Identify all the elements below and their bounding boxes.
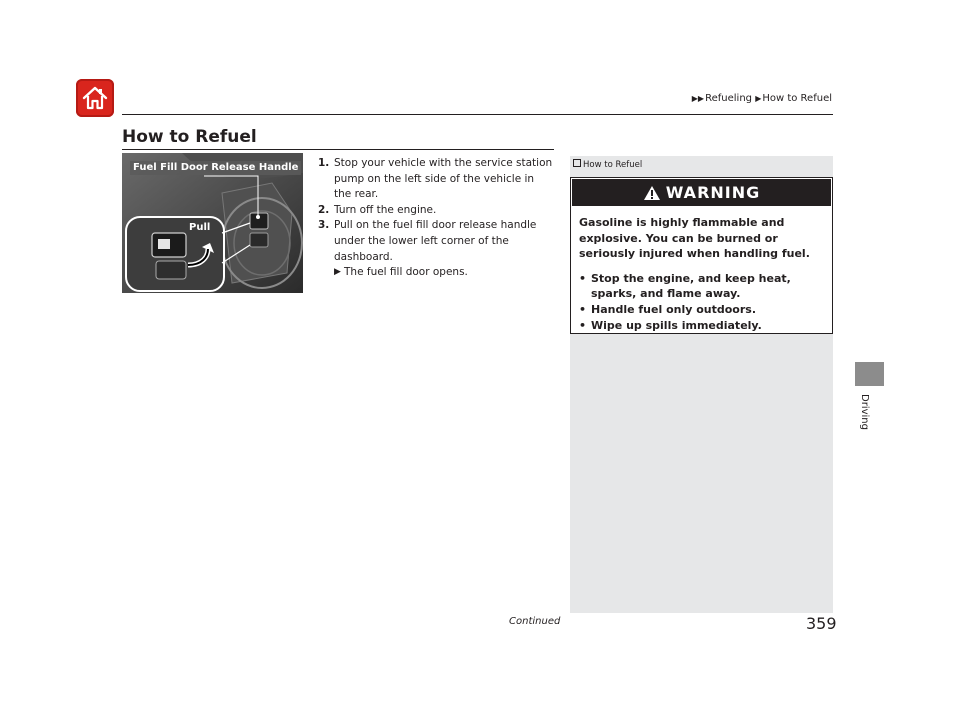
figure-callout-label: Fuel Fill Door Release Handle [130,161,301,175]
warning-header [572,179,831,206]
home-button[interactable] [76,79,114,117]
chapter-tab-label: Driving [859,394,870,430]
reference-box-icon [573,159,581,167]
chapter-tab[interactable] [855,362,884,386]
warning-box [570,177,833,334]
continued-label: Continued [509,616,561,627]
fuel-door-release-illustration [122,153,303,293]
warning-bullet: • Wipe up spills immediately. [579,318,824,334]
breadcrumb-item-how-to-refuel[interactable]: How to Refuel [762,93,832,104]
step-number: 3. [318,219,330,232]
warning-body [571,207,832,333]
step-item [318,218,554,265]
step-number: 1. [318,157,330,169]
sidebar-notes [570,156,833,613]
home-icon [81,84,109,112]
figure-pull-label: Pull [189,222,211,233]
breadcrumb [692,93,832,104]
step-result-text: The fuel fill door opens. [344,266,468,279]
breadcrumb-arrow-icon: ▶▶ [691,94,705,103]
header-divider [122,114,833,115]
step-item [318,203,554,219]
step-text: Stop your vehicle with the service station pump on the left side of the vehicle in the rear. [334,157,553,201]
sidebar-label [573,159,642,170]
breadcrumb-item-refueling[interactable]: Refueling [705,93,752,104]
warning-heading: WARNING [665,183,761,202]
warning-bullet: • Handle fuel only outdoors. [579,302,824,318]
warning-bullet-list [579,271,824,333]
sidebar-label-text: How to Refuel [583,160,643,170]
step-item [318,156,554,203]
refuel-steps [318,156,554,281]
step-number: 2. [318,203,330,216]
breadcrumb-arrow-icon: ▶ [755,94,762,103]
result-arrow-icon: ▶ [334,267,341,278]
step-text: Turn off the engine. [334,203,437,216]
page-title: How to Refuel [122,127,257,147]
warning-bullet: • Stop the engine, and keep heat, sparks, and flame away. [579,271,824,302]
step-result [318,265,554,281]
warning-triangle-icon [643,185,661,201]
page-number: 359 [806,614,837,633]
step-text: Pull on the fuel fill door release handle under the lower left corner of the dashboard. [334,219,537,263]
title-divider [122,149,554,150]
warning-paragraph: Gasoline is highly flammable and explosive. You can be burned or seriously injured when handling fuel. [579,216,810,261]
